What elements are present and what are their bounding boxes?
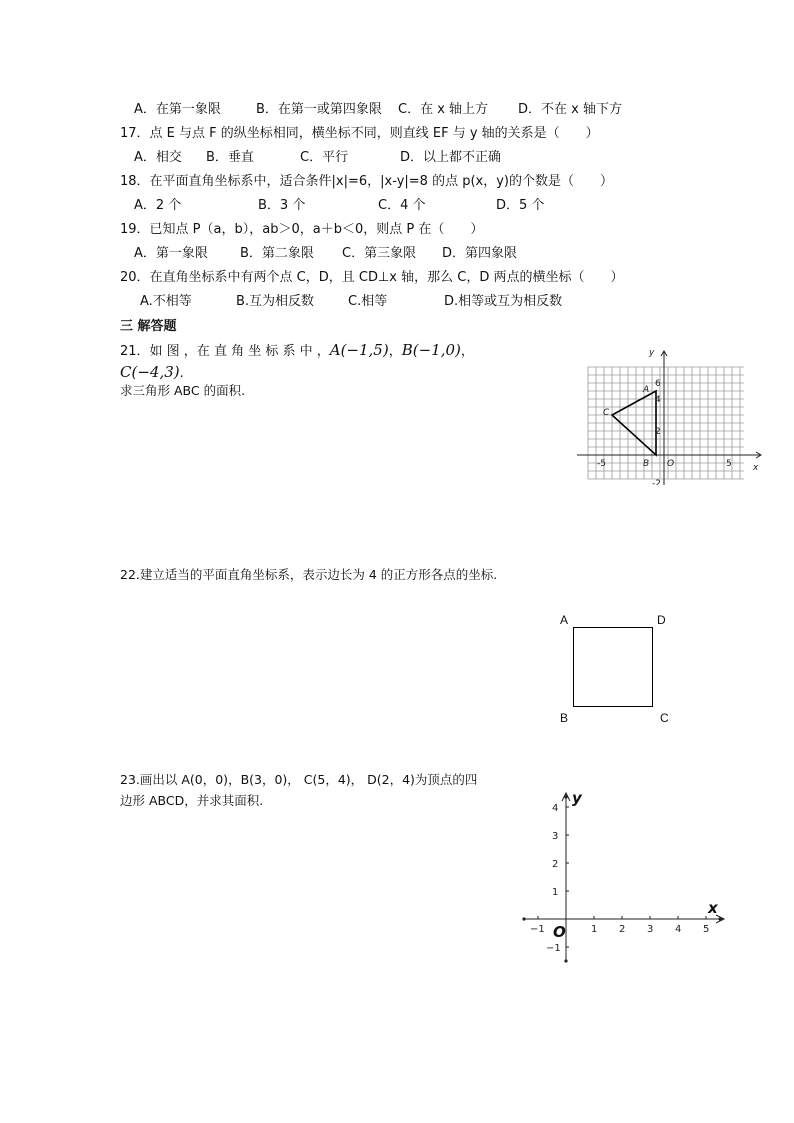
q23-tick-x-2: 2: [619, 924, 626, 935]
q21-separator-2: ，: [460, 344, 474, 359]
q21-origin-label: O: [667, 459, 675, 469]
q21-tick-y-4: 4: [655, 395, 661, 405]
q23-tick-x-4: 4: [675, 924, 682, 935]
q23-tick-y-4: 4: [552, 803, 559, 814]
q22-square: [573, 627, 653, 707]
q18-option-c: C．4 个: [378, 198, 426, 213]
q21-tick-y-2: 2: [655, 427, 661, 437]
q16-option-a: A．在第一象限: [134, 102, 221, 117]
q21-coordinate-figure: [575, 345, 770, 485]
q20-option-b: B.互为相反数: [236, 294, 315, 309]
q21-axis-y-label: y: [649, 348, 655, 358]
q20-stem: 20．在直角坐标系中有两个点 C，D，且 CD⊥x 轴，那么 C，D 两点的横坐标（ ）: [120, 270, 624, 285]
q20-option-c: C.相等: [348, 294, 388, 309]
q16-option-c: C．在 x 轴上方: [398, 102, 489, 117]
q21-separator-1: ，: [388, 344, 402, 359]
q22-corner-c: C: [660, 711, 669, 725]
q21-label-a: A: [643, 385, 650, 395]
q17-option-b: B．垂直: [206, 150, 254, 165]
q23-coordinate-figure: [520, 785, 732, 967]
q17-option-c: C．平行: [300, 150, 349, 165]
q22-stem: 22.建立适当的平面直角坐标系，表示边长为 4 的正方形各点的坐标.: [120, 567, 498, 582]
q18-option-b: B．3 个: [258, 198, 306, 213]
q21-stem: [120, 340, 474, 362]
q23-axis-x-label: x: [708, 899, 718, 917]
q23-tick-x-3: 3: [647, 924, 654, 935]
q21-point-b: B(−1,0): [401, 341, 461, 359]
q19-option-b: B．第二象限: [240, 246, 314, 261]
q21-tick-x-5: 5: [726, 459, 732, 469]
q18-option-d: D．5 个: [496, 198, 545, 213]
q17-option-a: A．相交: [134, 150, 182, 165]
q23-tick-x-neg1: −1: [530, 924, 545, 935]
q22-corner-b: B: [560, 711, 569, 725]
q23-tick-y-3: 3: [552, 831, 559, 842]
q23-tick-x-5: 5: [703, 924, 710, 935]
q18-option-a: A．2 个: [134, 198, 182, 213]
q23-axis-y-label: y: [572, 789, 582, 807]
q19-option-c: C．第三象限: [342, 246, 417, 261]
q21-tick-y-6: 6: [655, 379, 661, 389]
q21-tick-x-neg5: -5: [597, 459, 606, 469]
q17-option-d: D．以上都不正确: [400, 150, 502, 165]
q22-corner-a: A: [560, 613, 569, 627]
q23-origin-label: O: [553, 923, 566, 941]
q19-option-a: A．第一象限: [134, 246, 208, 261]
q16-option-d: D．不在 x 轴下方: [518, 102, 622, 117]
q23-stem-line2: 边形 ABCD，并求其面积.: [120, 793, 264, 808]
q21-stem-line2: [120, 362, 184, 384]
q21-point-a: A(−1,5): [329, 341, 389, 359]
q16-option-b: B．在第一或第四象限: [256, 102, 382, 117]
q23-tick-y-2: 2: [552, 859, 559, 870]
q21-label-c: C: [603, 408, 610, 418]
section-title: 三 解答题: [120, 319, 177, 334]
q19-option-d: D．第四象限: [442, 246, 518, 261]
q22-corner-d: D: [657, 613, 666, 627]
q23-tick-x-1: 1: [591, 924, 598, 935]
q21-grid: [588, 367, 744, 479]
q21-question: 求三角形 ABC 的面积.: [120, 383, 246, 398]
q23-stem-line1: 23.画出以 A(0，0)，B(3，0)， C(5，4)， D(2，4)为顶点的四: [120, 772, 478, 787]
q21-axis-x-label: x: [753, 463, 759, 473]
q20-option-d: D.相等或互为相反数: [444, 294, 563, 309]
q23-tick-y-neg1: −1: [546, 943, 561, 954]
q21-tick-y-neg2: -2: [652, 479, 661, 485]
q17-stem: 17．点 E 与点 F 的纵坐标相同，横坐标不同，则直线 EF 与 y 轴的关系是（ ）: [120, 126, 599, 141]
q21-stem-end: .: [179, 366, 184, 381]
q23-tick-y-1: 1: [552, 887, 559, 898]
q21-label-b: B: [643, 459, 650, 469]
q20-option-a: A.不相等: [140, 294, 192, 309]
q21-point-c: C(−4,3): [120, 363, 180, 381]
q19-stem: 19．已知点 P（a，b），ab＞0，a＋b＜0，则点 P 在（ ）: [120, 222, 484, 237]
q18-stem: 18．在平面直角坐标系中，适合条件|x|=6，|x-y|=8 的点 p(x，y)的个数是（ ）: [120, 174, 613, 189]
q21-lead: 21．如 图 ，在 直 角 坐 标 系 中 ，: [120, 344, 330, 359]
